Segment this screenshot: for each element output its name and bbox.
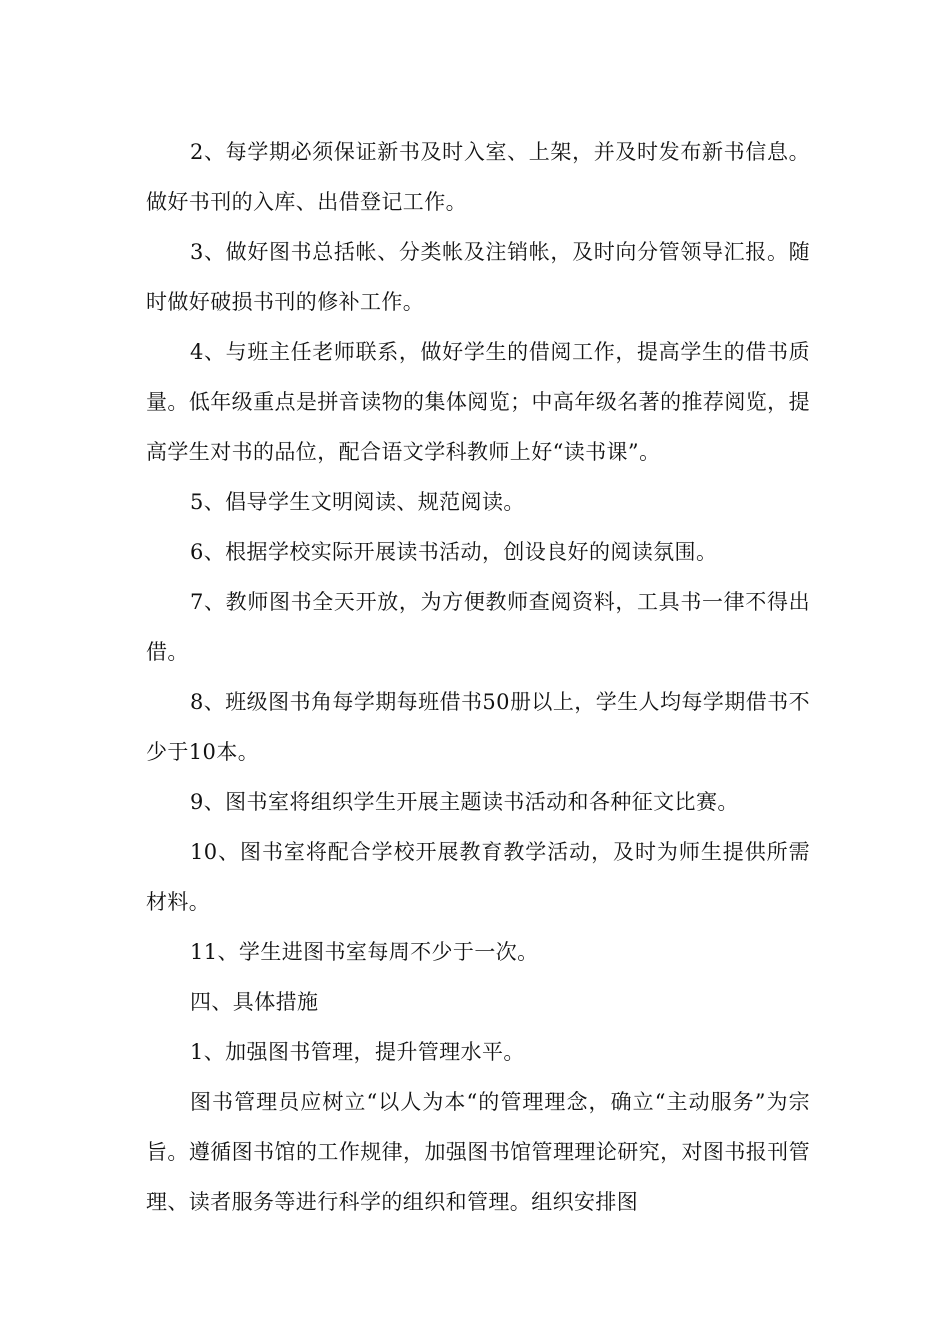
paragraph-item-8: 8、班级图书角每学期每班借书50册以上，学生人均每学期借书不少于10本。 <box>146 690 810 764</box>
paragraph-item-6: 6、根据学校实际开展读书活动，创设良好的阅读氛围。 <box>190 540 718 564</box>
paragraph-item-5: 5、倡导学生文明阅读、规范阅读。 <box>190 490 525 514</box>
section-heading-measures: 四、具体措施 <box>190 990 319 1014</box>
paragraph-item-2: 2、每学期必须保证新书及时入室、上架，并及时发布新书信息。做好书刊的入库、出借登记工作。 <box>146 140 810 214</box>
document-body <box>146 127 810 1227</box>
paragraph-measure-1: 1、加强图书管理，提升管理水平。 <box>190 1040 525 1064</box>
paragraph-item-9: 9、图书室将组织学生开展主题读书活动和各种征文比赛。 <box>190 790 739 814</box>
paragraph-item-11: 11、学生进图书室每周不少于一次。 <box>190 940 539 964</box>
paragraph-item-4: 4、与班主任老师联系，做好学生的借阅工作，提高学生的借书质量。低年级重点是拼音读物的集体阅览；中高年级名著的推荐阅览，提高学生对书的品位，配合语文学科教师上好“读书课”。 <box>146 340 810 464</box>
paragraph-item-10: 10、图书室将配合学校开展教育教学活动，及时为师生提供所需材料。 <box>146 840 810 914</box>
paragraph-item-7: 7、教师图书全天开放，为方便教师查阅资料，工具书一律不得出借。 <box>146 590 810 664</box>
paragraph-item-3: 3、做好图书总括帐、分类帐及注销帐，及时向分管领导汇报。随时做好破损书刊的修补工作。 <box>146 240 810 314</box>
paragraph-measure-1-detail: 图书管理员应树立“以人为本“的管理理念，确立“主动服务”为宗旨。遵循图书馆的工作规律，加强图书馆管理理论研究，对图书报刊管理、读者服务等进行科学的组织和管理。组织安排图 <box>146 1090 810 1214</box>
